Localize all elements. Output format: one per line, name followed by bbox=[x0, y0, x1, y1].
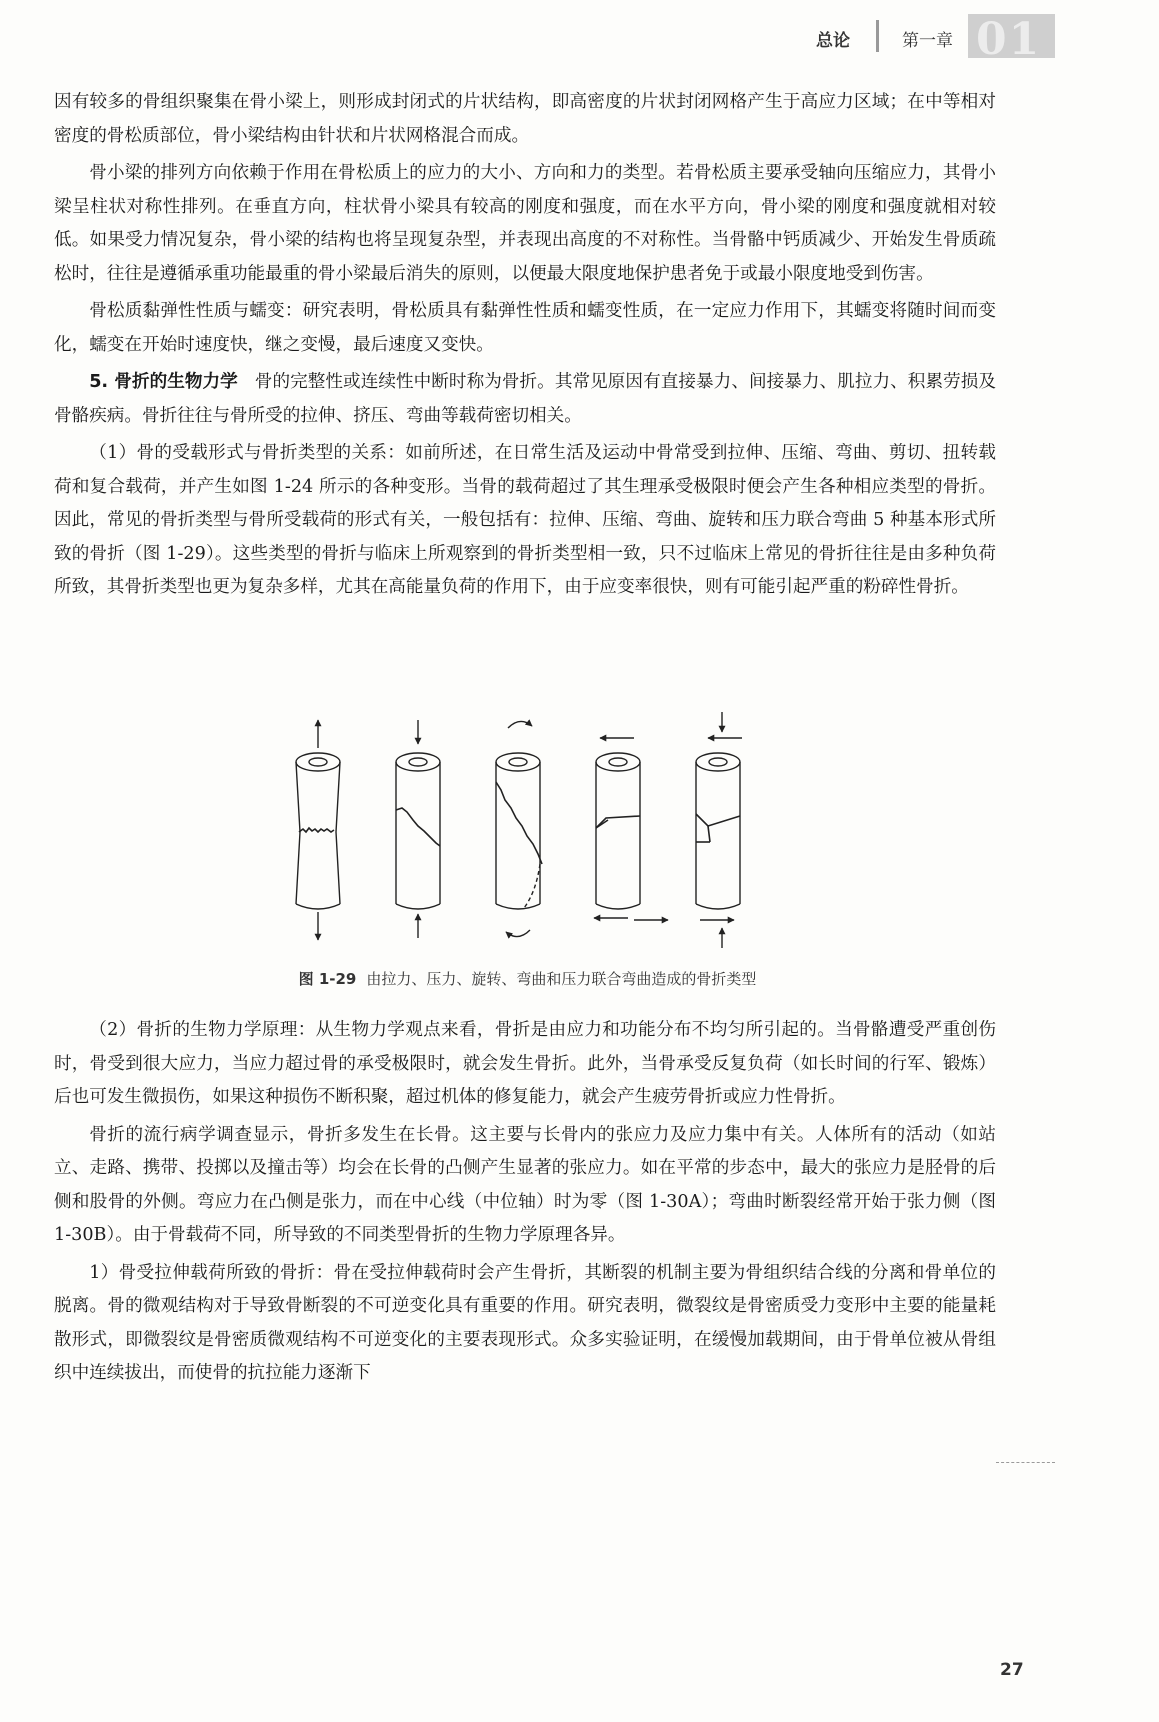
header-section-title: 总论 bbox=[816, 31, 850, 51]
section-5-text: 骨的完整性或连续性中断时称为骨折。其常见原因有直接暴力、间接暴力、肌拉力、积累劳损及骨骼疾病。骨折往往与骨所受的拉伸、挤压、弯曲等载荷密切相关。 bbox=[54, 372, 996, 426]
bone-bending bbox=[594, 738, 668, 920]
paragraph: 骨松质黏弹性性质与蠕变：研究表明，骨松质具有黏弹性性质和蠕变性质，在一定应力作用下，其蠕变将随时间而变化，蠕变在开始时速度快，继之变慢，最后速度又变快。 bbox=[54, 301, 996, 355]
body-text-top bbox=[54, 86, 996, 609]
bone-compression-bending bbox=[696, 712, 742, 948]
figure-caption bbox=[0, 968, 1055, 989]
body-text-bottom bbox=[54, 1014, 996, 1395]
bone-compression bbox=[396, 720, 440, 938]
paragraph: 因有较多的骨组织聚集在骨小梁上，则形成封闭式的片状结构，即高密度的片状封闭网格产生于高应力区域；在中等相对密度的骨松质部位，骨小梁结构由针状和片状网格混合而成。 bbox=[54, 92, 996, 146]
paragraph: 骨折的流行病学调查显示，骨折多发生在长骨。这主要与长骨内的张应力及应力集中有关。人体所有的活动（如站立、走路、携带、投掷以及撞击等）均会在长骨的凸侧产生显著的张应力。如在平常的步态中，最大的张应力是胫骨的后侧和股骨的外侧。弯应力在凸侧是张力，而在中心线（中位轴）时为零（图 1-30A）；弯曲时断裂经常开始于张力侧（图 1-30B）。由于骨载荷不同，所导致的不同类型骨折的生物力学原理各异。 bbox=[54, 1124, 996, 1245]
chapter-number: 01 bbox=[976, 14, 1042, 65]
header-chapter-title: 第一章 bbox=[902, 31, 953, 51]
header-divider bbox=[876, 20, 879, 52]
fracture-types-figure bbox=[290, 702, 770, 952]
page-number: 27 bbox=[1000, 1660, 1024, 1680]
paragraph: （1）骨的受载形式与骨折类型的关系：如前所述，在日常生活及运动中骨常受到拉伸、压缩、弯曲、剪切、扭转载荷和复合载荷，并产生如图 1-24 所示的各种变形。当骨的载荷超过了其生理承受极限时便会产生各种相应类型的骨折。因此，常见的骨折类型与骨所受载荷的形式有关，一般包括有：拉伸、压缩、弯曲、旋转和压力联合弯曲 5 种基本形式所致的骨折（图 1-29）。这些类型的骨折与临床上所观察到的骨折类型相一致，只不过临床上常见的骨折往往是由多种负荷所致，其骨折类型也更为复杂多样，尤其在高能量负荷的作用下，由于应变率很快，则有可能引起严重的粉碎性骨折。 bbox=[54, 443, 996, 597]
figure-caption-text: 由拉力、压力、旋转、弯曲和压力联合弯曲造成的骨折类型 bbox=[366, 970, 757, 988]
running-header bbox=[0, 0, 1055, 70]
bone-torsion bbox=[496, 721, 542, 936]
paragraph: 骨小梁的排列方向依赖于作用在骨松质上的应力的大小、方向和力的类型。若骨松质主要承受轴向压缩应力，其骨小梁呈柱状对称性排列。在垂直方向，柱状骨小梁具有较高的刚度和强度，而在水平方向，骨小梁的刚度和强度就相对较低。如果受力情况复杂，骨小梁的结构也将呈现复杂型，并表现出高度的不对称性。当骨骼中钙质减少、开始发生骨质疏松时，往往是遵循承重功能最重的骨小梁最后消失的原则，以便最大限度地保护患者免于或最小限度地受到伤害。 bbox=[54, 163, 996, 284]
paragraph: （2）骨折的生物力学原理：从生物力学观点来看，骨折是由应力和功能分布不均匀所引起的。当骨骼遭受严重创伤时，骨受到很大应力，当应力超过骨的承受极限时，就会发生骨折。此外，当骨承受反复负荷（如长时间的行军、锻炼）后也可发生微损伤，如果这种损伤不断积聚，超过机体的修复能力，就会产生疲劳骨折或应力性骨折。 bbox=[54, 1020, 996, 1107]
chapter-tab bbox=[968, 14, 1055, 65]
margin-rule bbox=[996, 1462, 1055, 1463]
bone-tension bbox=[296, 720, 340, 940]
section-heading: 5. 骨折的生物力学 bbox=[89, 372, 238, 392]
figure-number: 图 1-29 bbox=[298, 970, 357, 988]
paragraph: 1）骨受拉伸载荷所致的骨折：骨在受拉伸载荷时会产生骨折，其断裂的机制主要为骨组织结合线的分离和骨单位的脱离。骨的微观结构对于导致骨断裂的不可逆变化具有重要的作用。研究表明，微裂纹是骨密质受力变形中主要的能量耗散形式，即微裂纹是骨密质微观结构不可逆变化的主要表现形式。众多实验证明，在缓慢加载期间，由于骨单位被从骨组织中连续拔出，而使骨的抗拉能力逐渐下 bbox=[54, 1262, 996, 1383]
section-5-paragraph bbox=[54, 366, 996, 433]
